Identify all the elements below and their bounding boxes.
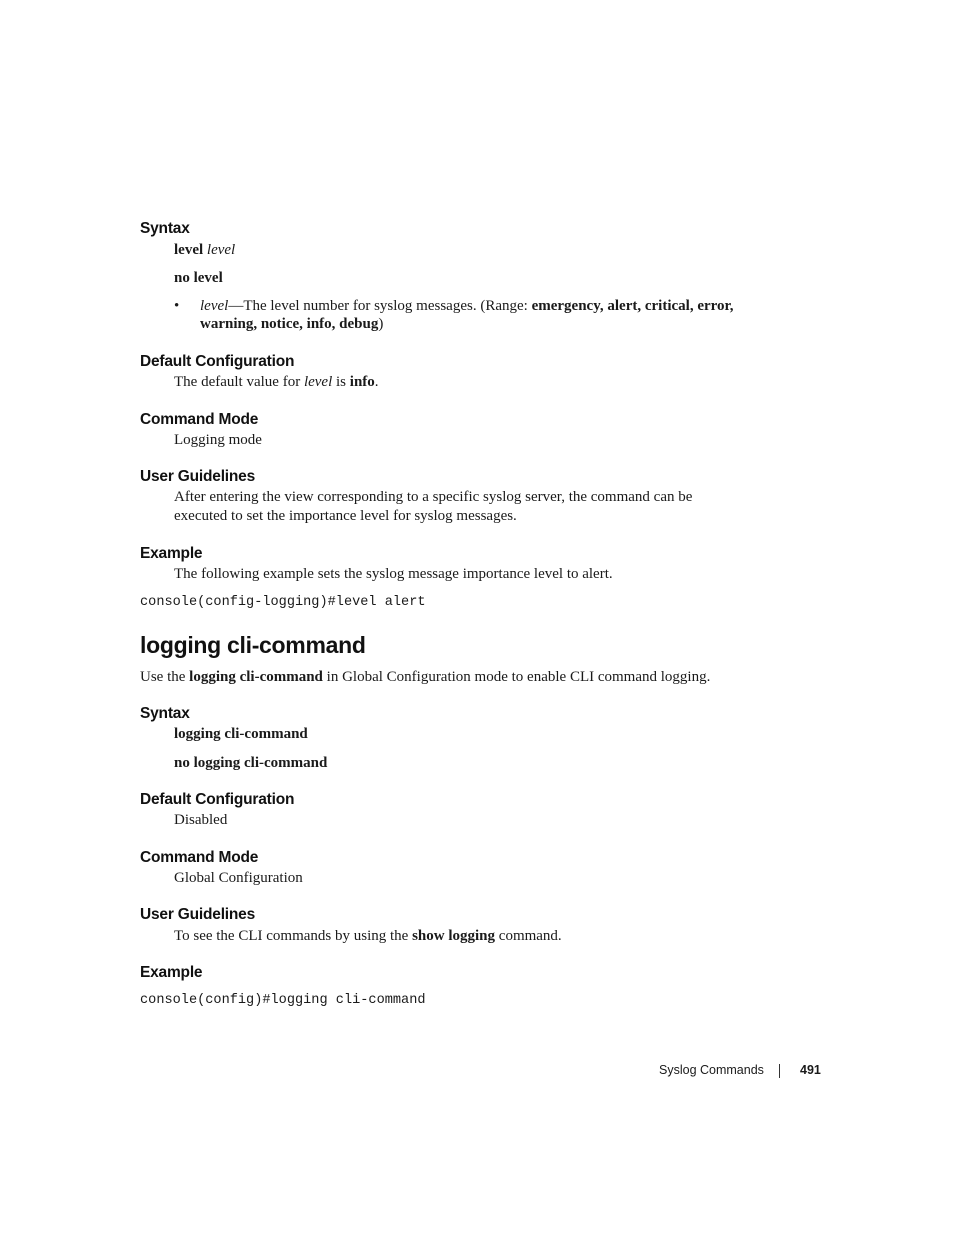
syntax-line-no-logging-cli-command: no logging cli-command: [174, 755, 328, 771]
command-intro: Use the logging cli-command in Global Configuration mode to enable CLI command logging.: [140, 669, 711, 685]
user-guidelines-heading: User Guidelines: [140, 468, 256, 485]
command-title: logging cli-command: [140, 632, 366, 658]
example-text: The following example sets the syslog message importance level to alert.: [174, 566, 613, 582]
default-configuration-text-2: Disabled: [174, 812, 228, 828]
example-code: console(config-logging)#level alert: [140, 595, 426, 610]
default-configuration-heading: Default Configuration: [140, 353, 295, 370]
footer-separator: [779, 1064, 780, 1078]
footer-section-name: Syslog Commands: [659, 1063, 764, 1077]
syntax-line-no-level: no level: [174, 270, 223, 286]
example-heading-2: Example: [140, 964, 203, 981]
example-heading: Example: [140, 545, 203, 562]
default-configuration-heading-2: Default Configuration: [140, 791, 295, 808]
command-mode-text-2: Global Configuration: [174, 870, 303, 886]
syntax-line-level: level level: [174, 242, 236, 258]
command-mode-text: Logging mode: [174, 432, 262, 448]
syntax-heading-2: Syntax: [140, 705, 190, 722]
syntax-line-logging-cli-command: logging cli-command: [174, 726, 308, 742]
user-guidelines-line-2: executed to set the importance level for syslog messages.: [174, 508, 517, 524]
user-guidelines-line-1: After entering the view corresponding to a specific syslog server, the command can be: [174, 489, 693, 505]
footer-page-number: 491: [800, 1063, 821, 1077]
user-guidelines-heading-2: User Guidelines: [140, 906, 256, 923]
command-mode-heading: Command Mode: [140, 411, 259, 428]
bullet-param-description-cont: warning, notice, info, debug): [200, 316, 384, 332]
bullet-symbol: •: [174, 298, 180, 314]
syntax-heading: Syntax: [140, 220, 190, 237]
bullet-param-description: level—The level number for syslog messages. (Range: emergency, alert, critical, error,: [200, 298, 734, 314]
user-guidelines-text-2: To see the CLI commands by using the show logging command.: [174, 928, 562, 944]
default-configuration-text: The default value for level is info.: [174, 374, 379, 390]
example-code-2: console(config)#logging cli-command: [140, 993, 426, 1008]
command-mode-heading-2: Command Mode: [140, 849, 259, 866]
